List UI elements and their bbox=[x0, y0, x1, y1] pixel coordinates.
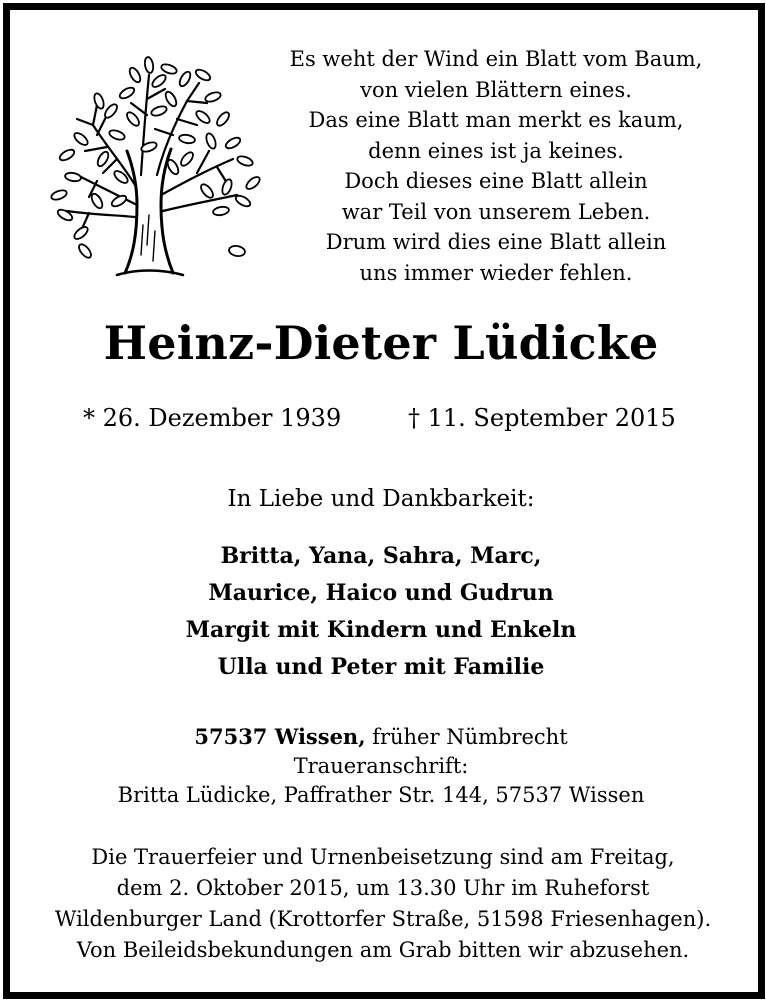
mourner-line: Maurice, Haico und Gudrun bbox=[208, 580, 554, 606]
poem-line: denn eines ist ja keines. bbox=[368, 138, 624, 163]
residence-line bbox=[0, 722, 762, 752]
poem-line: Es weht der Wind ein Blatt vom Baum, bbox=[289, 47, 703, 71]
birth-date: * 26. Dezember 1939 bbox=[83, 404, 342, 432]
poem-line: Doch dieses eine Blatt allein bbox=[344, 169, 648, 193]
death-date: † 11. September 2015 bbox=[408, 404, 676, 432]
mourner-line: Britta, Yana, Sahra, Marc, bbox=[220, 543, 542, 569]
mourner-line: Margit mit Kindern und Enkeln bbox=[185, 617, 577, 643]
residence-city: 57537 Wissen, bbox=[194, 724, 366, 749]
poem-line: uns immer wieder fehlen. bbox=[359, 260, 633, 285]
mourning-address-label: Traueranschrift: bbox=[293, 754, 469, 778]
mourning-address: Britta Lüdicke, Paffrather Str. 144, 57537 Wissen bbox=[117, 783, 645, 807]
poem-line: war Teil von unserem Leben. bbox=[341, 199, 651, 224]
deceased-name: Heinz-Dieter Lüdicke bbox=[103, 316, 659, 370]
address-block bbox=[0, 722, 762, 810]
ceremony-line: Die Trauerfeier und Urnenbeisetzung sind am Freitag, bbox=[91, 845, 675, 869]
mourners-list bbox=[0, 538, 762, 686]
ceremony-line: dem 2. Oktober 2015, um 13.30 Uhr im Ruheforst bbox=[116, 876, 650, 900]
poem bbox=[270, 44, 722, 288]
poem-line: Drum wird dies eine Blatt allein bbox=[325, 230, 667, 254]
ceremony-line: Wildenburger Land (Krottorfer Straße, 51598 Friesenhagen). bbox=[54, 907, 712, 931]
poem-line: Das eine Blatt man merkt es kaum, bbox=[308, 108, 684, 132]
mourners-intro: In Liebe und Dankbarkeit: bbox=[227, 486, 535, 512]
residence-former: früher Nümbrecht bbox=[365, 725, 568, 749]
mourner-line: Ulla und Peter mit Familie bbox=[217, 654, 545, 680]
poem-line: von vielen Blättern eines. bbox=[360, 77, 632, 102]
ceremony-line: Von Beileidsbekundungen am Grab bitten wir abzusehen. bbox=[76, 938, 690, 962]
ceremony-notice bbox=[0, 842, 766, 966]
tree-icon bbox=[37, 55, 271, 283]
